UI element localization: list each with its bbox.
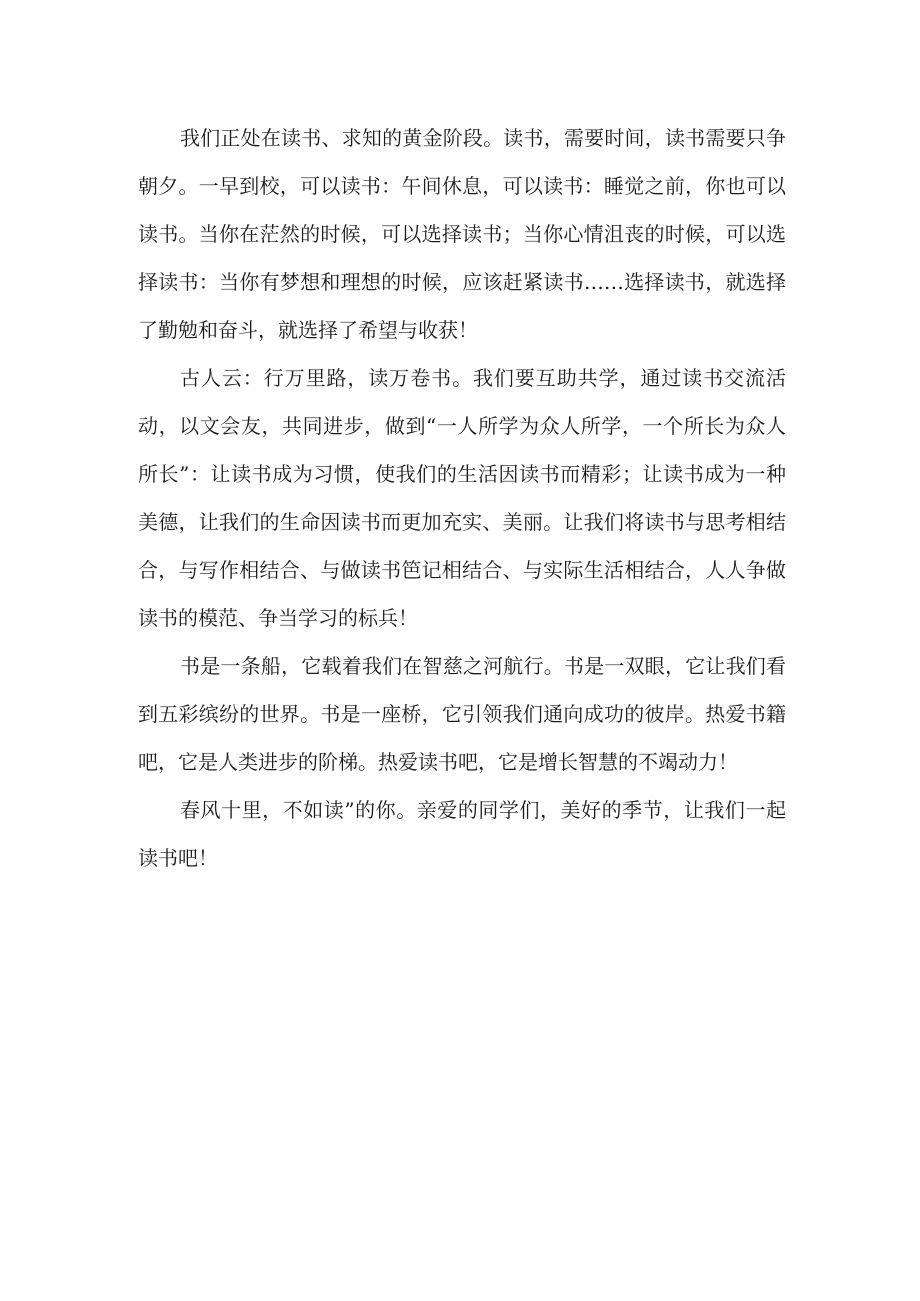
document-body: [138, 114, 786, 882]
paragraph-3: 书是一条船，它载着我们在智慈之河航行。书是一双眼，它让我们看到五彩缤纷的世界。书是一座桥，它引领我们通向成功的彼岸。热爱书籍吧，它是人类进步的阶梯。热爱读书吧，它是增长智慧的不竭动力！: [138, 654, 786, 774]
paragraph-1: 我们正处在读书、求知的黄金阶段。读书，需要时间，读书需要只争朝夕。一早到校，可以读书：午间休息，可以读书：睡觉之前，你也可以读书。当你在茫然的时候，可以选择读书；当你心情沮丧的时候，可以选择读书：当你有梦想和理想的时候，应该赶紧读书……选择读书，就选择了勤勉和奋斗，就选择了希望与收获！: [138, 126, 786, 342]
paragraph-2: 古人云：行万里路，读万卷书。我们要互助共学，通过读书交流活动，以文会友，共同进步，做到“一人所学为众人所学，一个所长为众人所长”：让读书成为习惯，使我们的生活因读书而精彩；让读书成为一种美德，让我们的生命因读书而更加充实、美丽。让我们将读书与思考相结合，与写作相结合、与做读书笆记相结合、与实际生活相结合，人人争做读书的模范、争当学习的标兵！: [138, 366, 786, 630]
paragraph-4: 春风十里，不如读”的你。亲爱的同学们，美好的季节，让我们一起读书吧！: [138, 798, 786, 870]
